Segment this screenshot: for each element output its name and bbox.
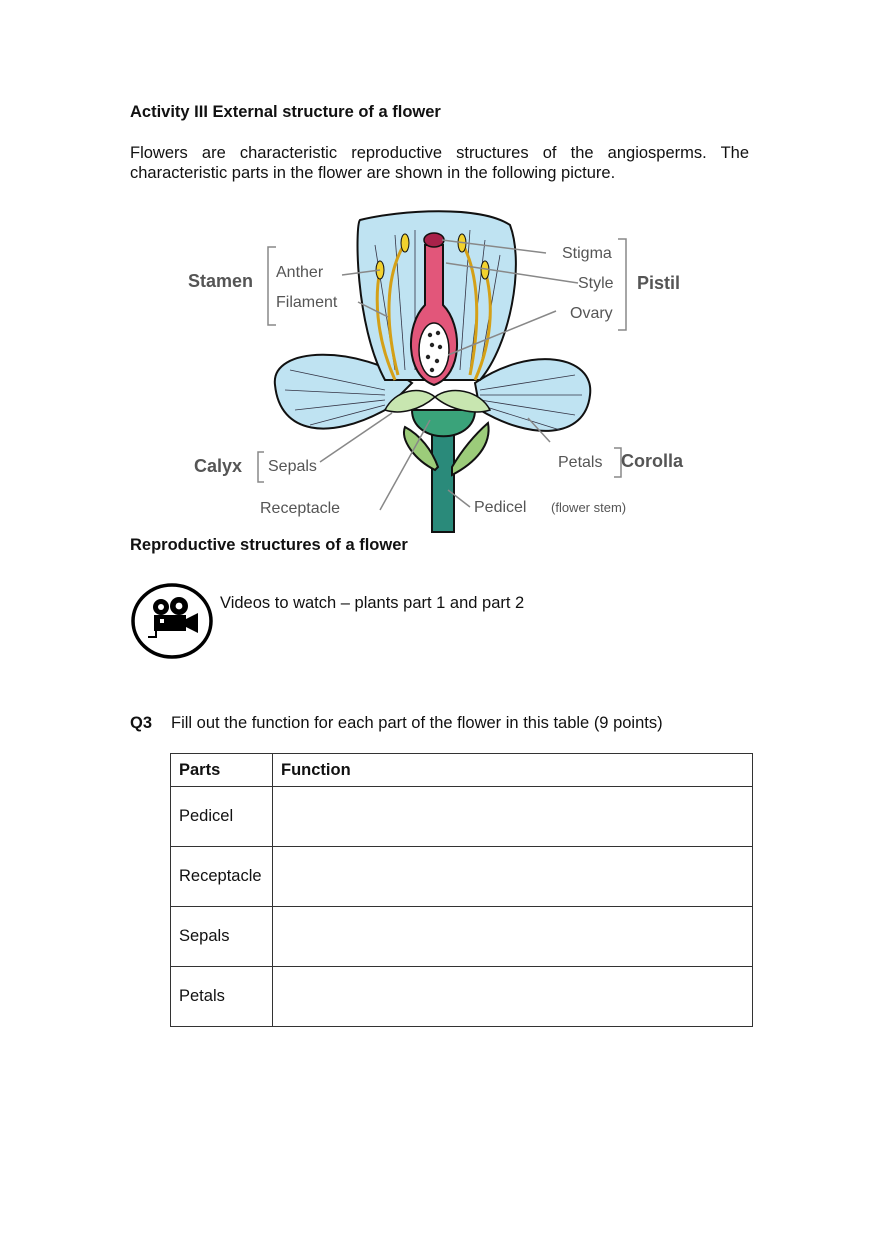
pedicel-note-label: (flower stem) xyxy=(551,500,627,515)
pedicel-label: Pedicel xyxy=(474,499,527,516)
flower-diagram xyxy=(180,205,700,535)
sepals-label: Sepals xyxy=(268,458,317,475)
column-header-function: Function xyxy=(273,754,753,787)
part-cell: Petals xyxy=(171,967,273,1027)
filament-label: Filament xyxy=(276,294,338,311)
pedicel-shape xyxy=(432,430,454,532)
part-cell: Receptacle xyxy=(171,847,273,907)
video-note: Videos to watch – plants part 1 and part 2 xyxy=(220,594,525,612)
question-text: Fill out the function for each part of the flower in this table (9 points) xyxy=(171,714,663,732)
style-label: Style xyxy=(578,275,614,292)
column-header-parts: Parts xyxy=(171,754,273,787)
corolla-label: Corolla xyxy=(621,451,684,471)
function-cell[interactable] xyxy=(273,907,753,967)
anther-label: Anther xyxy=(276,264,324,281)
petals-label: Petals xyxy=(558,454,603,471)
ovary-shape xyxy=(419,323,449,377)
part-cell: Pedicel xyxy=(171,787,273,847)
function-cell[interactable] xyxy=(273,847,753,907)
receptacle-label: Receptacle xyxy=(260,500,341,517)
page-heading: Activity III External structure of a flower xyxy=(130,103,441,121)
stigma-shape xyxy=(424,233,444,247)
receptacle-shape xyxy=(412,410,475,436)
calyx-label: Calyx xyxy=(194,456,243,476)
stigma-label: Stigma xyxy=(562,245,612,262)
table-row xyxy=(171,847,753,907)
pistil-label: Pistil xyxy=(637,273,681,293)
intro-paragraph: Flowers are characteristic reproductive structures of the angiosperms. The characteristic parts in the flower are shown in the following picture. xyxy=(130,144,749,182)
function-cell[interactable] xyxy=(273,787,753,847)
table-header-row xyxy=(171,754,753,787)
ovary-label: Ovary xyxy=(570,305,613,322)
part-cell: Sepals xyxy=(171,907,273,967)
function-cell[interactable] xyxy=(273,967,753,1027)
table-row xyxy=(171,967,753,1027)
question-number: Q3 xyxy=(130,714,153,732)
section-title: Reproductive structures of a flower xyxy=(130,536,408,554)
function-table xyxy=(170,753,753,1027)
table-row xyxy=(171,787,753,847)
table-row xyxy=(171,907,753,967)
video-camera-icon xyxy=(130,581,214,661)
stamen-label: Stamen xyxy=(188,271,254,291)
